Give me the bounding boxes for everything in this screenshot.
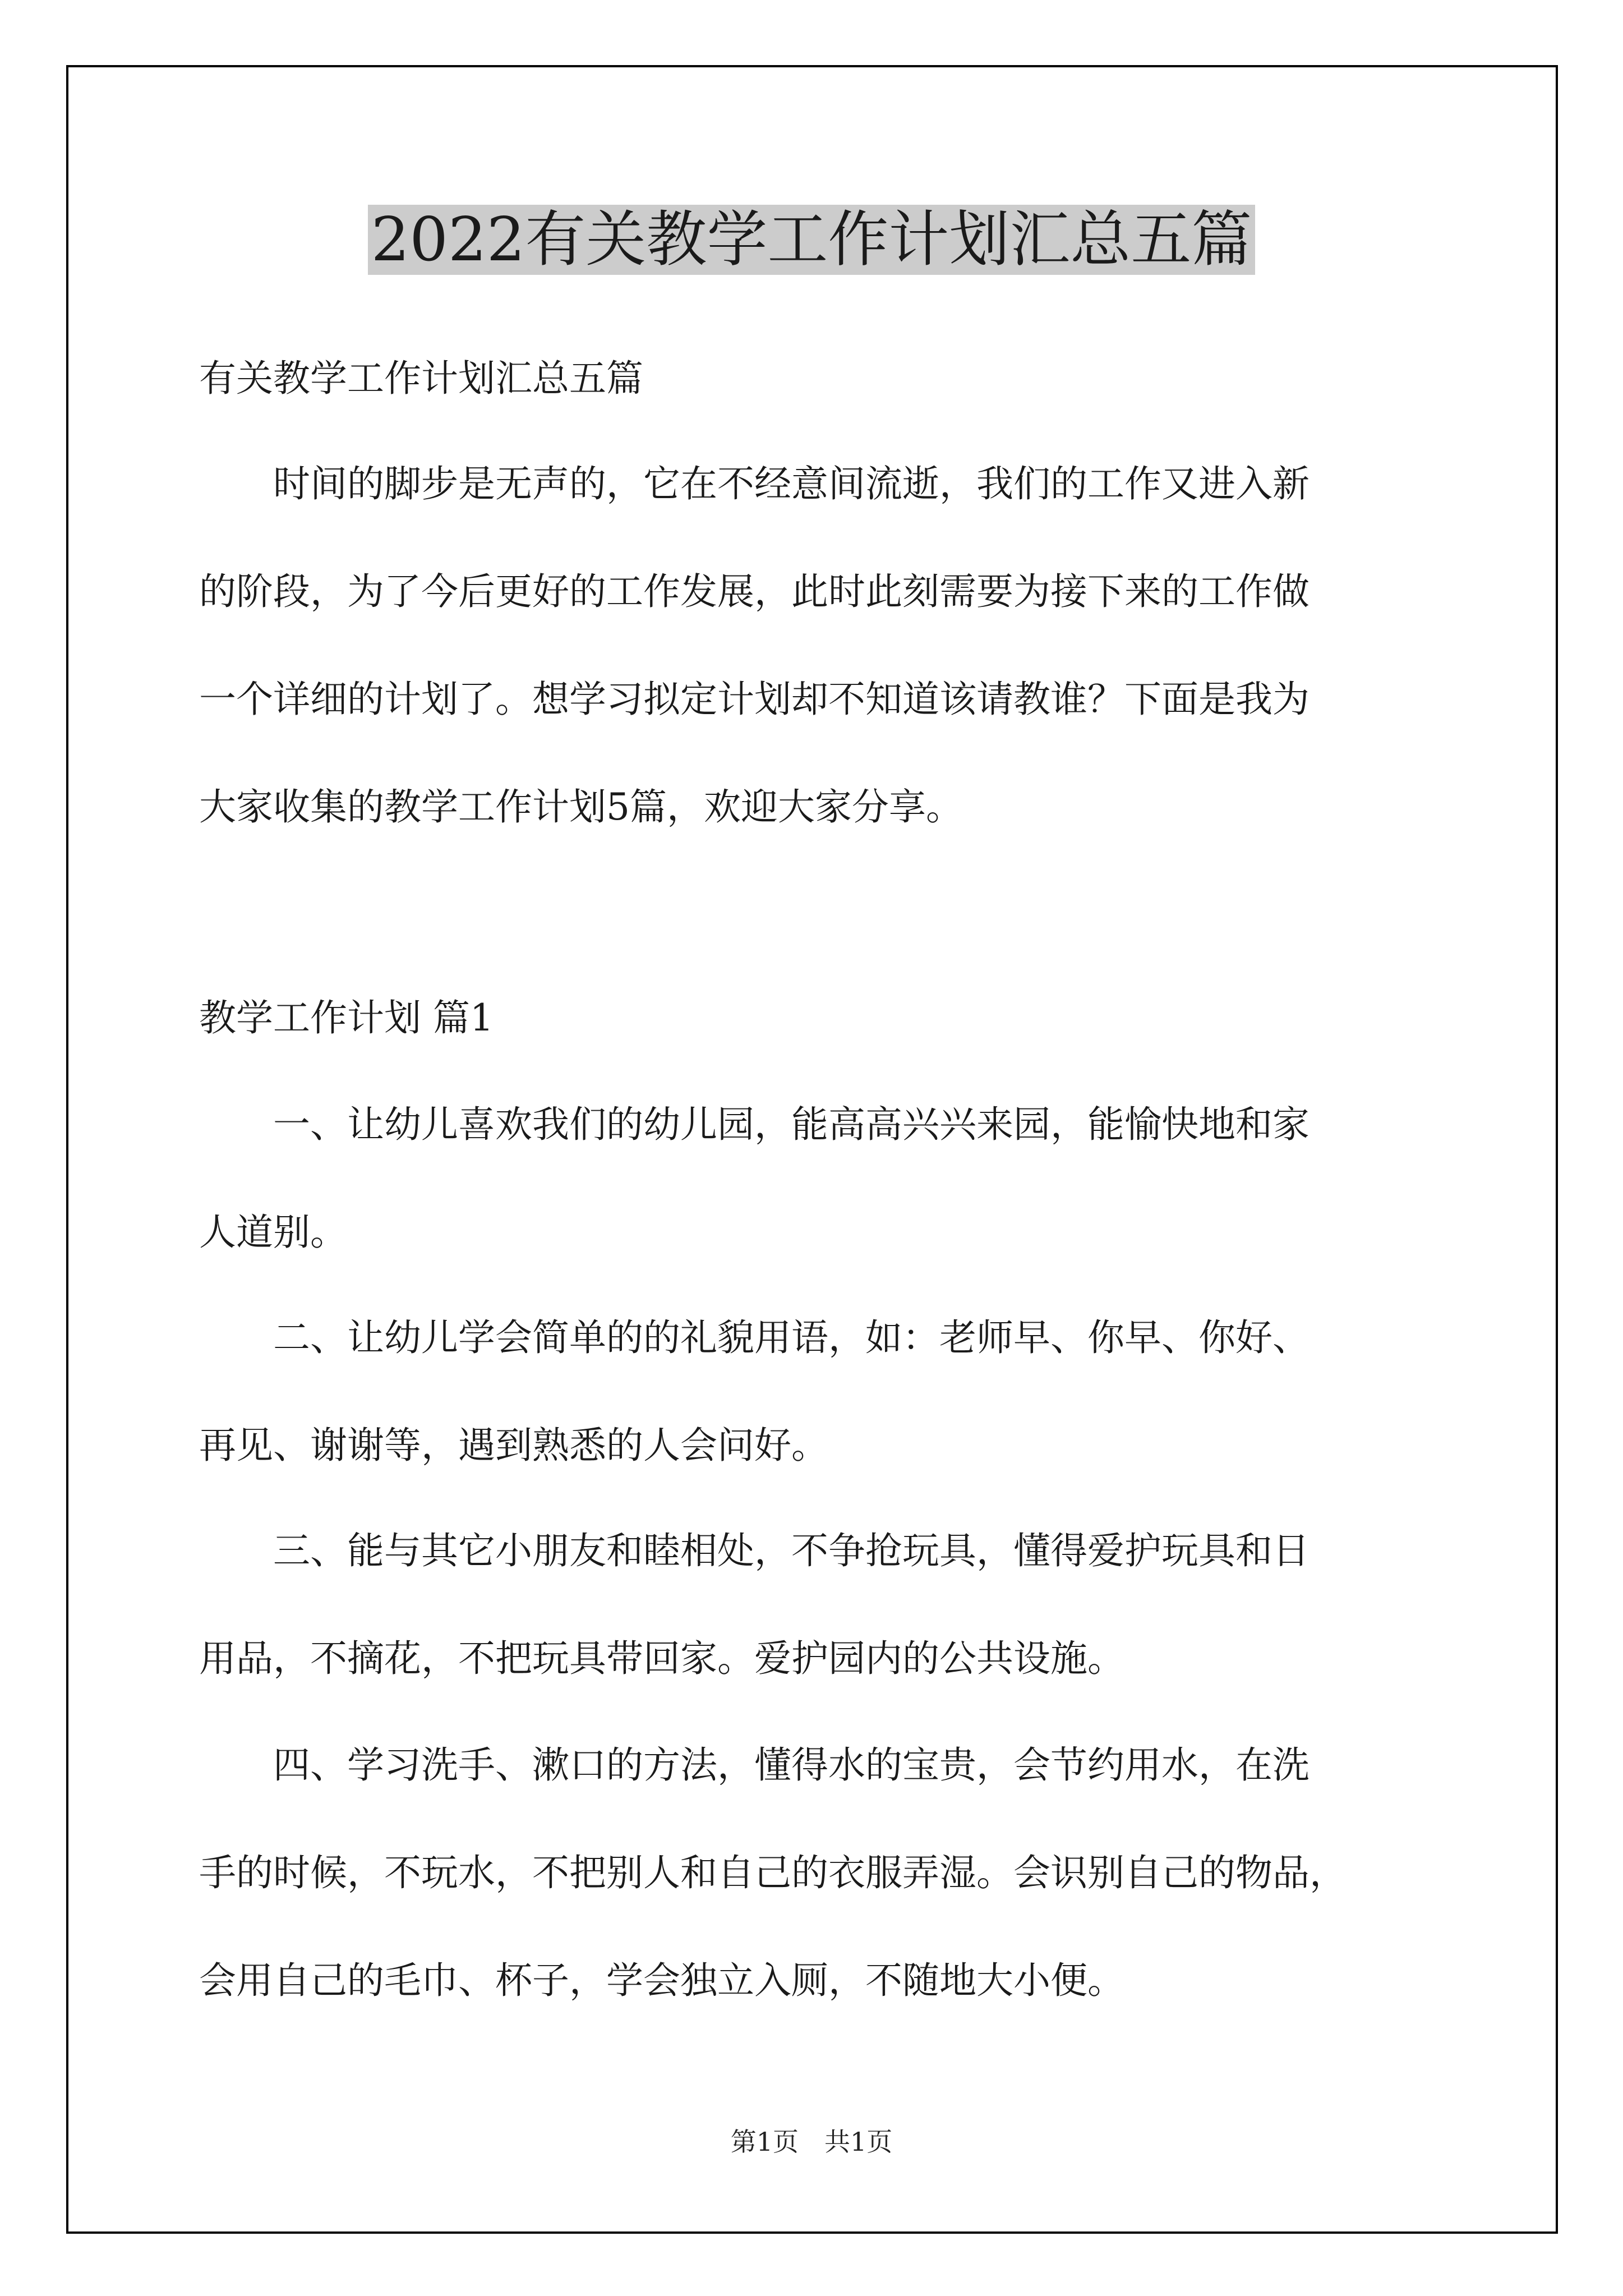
item-3-line-1: 三、能与其它小朋友和睦相处，不争抢玩具，懂得爱护玩具和日 [199,1529,1310,1572]
intro-line-3: 一个详细的计划了。想学习拟定计划却不知道该请教谁？下面是我为 [199,678,1310,721]
intro-line-2: 的阶段，为了今后更好的工作发展，此时此刻需要为接下来的工作做 [199,570,1310,613]
item-2-line-2: 再见、谢谢等，遇到熟悉的人会问好。 [199,1424,828,1467]
item-4-line-2: 手的时候，不玩水，不把别人和自己的衣服弄湿。会识别自己的物品， [199,1851,1347,1894]
item-1-line-2: 人道别。 [199,1211,347,1254]
page-footer: 第1页 共1页 [730,2127,893,2157]
item-1-line-1: 一、让幼儿喜欢我们的幼儿园，能高高兴兴来园，能愉快地和家 [199,1103,1310,1146]
item-3-line-2: 用品，不摘花，不把玩具带回家。爱护园内的公共设施。 [199,1637,1124,1680]
item-4-line-1: 四、学习洗手、漱口的方法，懂得水的宝贵，会节约用水，在洗 [199,1743,1310,1787]
item-4-line-3: 会用自己的毛巾、杯子，学会独立入厕，不随地大小便。 [199,1959,1124,2002]
document-title-text: 2022有关教学工作计划汇总五篇 [368,205,1256,275]
intro-line-1: 时间的脚步是无声的，它在不经意间流逝，我们的工作又进入新 [199,462,1310,505]
intro-line-4: 大家收集的教学工作计划5篇，欢迎大家分享。 [199,785,963,829]
item-2-line-1: 二、让幼儿学会简单的的礼貌用语，如：老师早、你早、你好、 [199,1316,1310,1359]
document-title [0,201,1623,279]
subtitle: 有关教学工作计划汇总五篇 [199,357,643,400]
section-heading: 教学工作计划 篇1 [199,996,494,1039]
